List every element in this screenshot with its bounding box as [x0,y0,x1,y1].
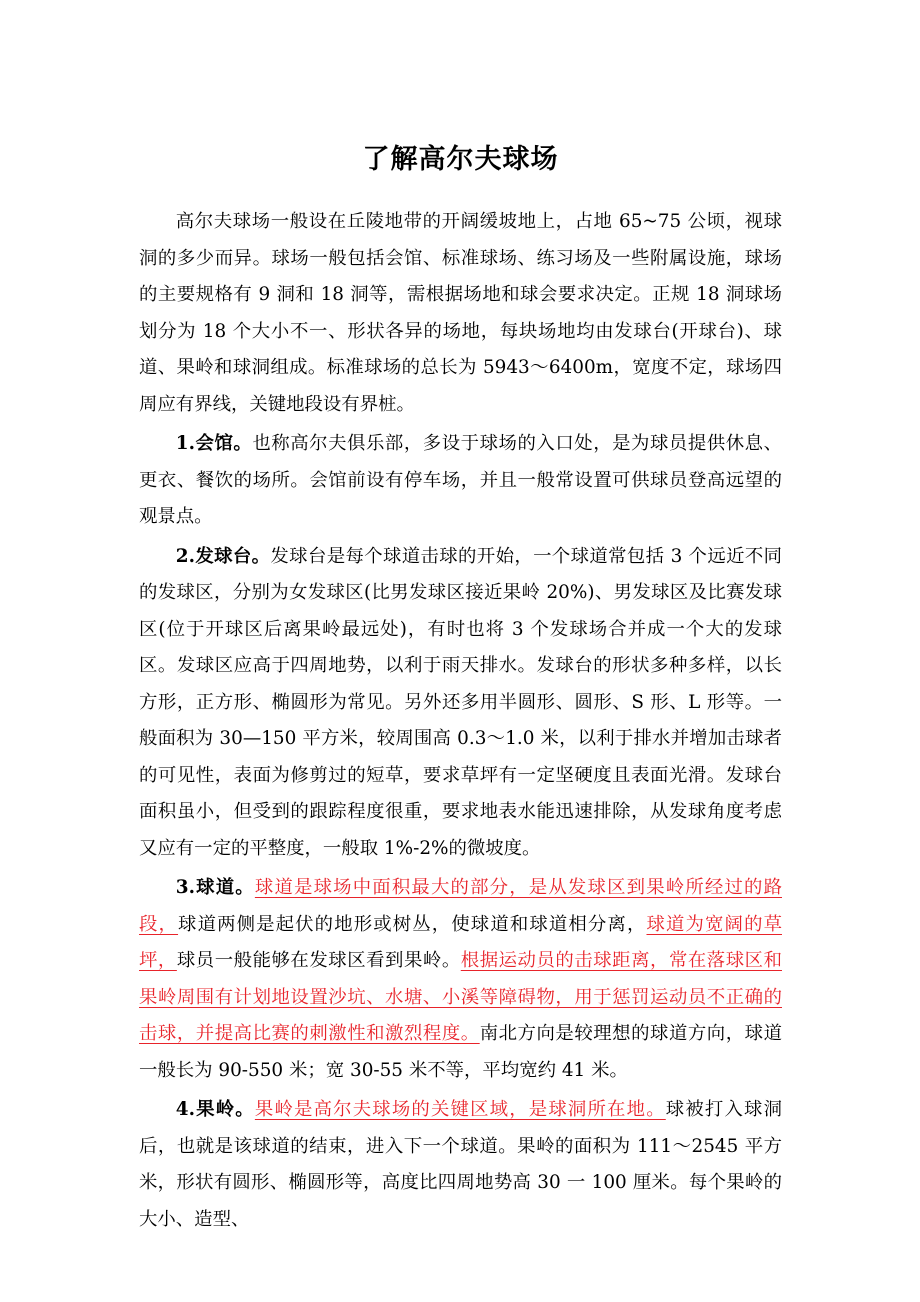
fairway-highlight-3: 根据运动员的击球距离，常在落球区和果岭周围有计划地设置沙坑、水塘、小溪等障碍物，用于惩罚运动员不正确的击球，并提高比赛的刺激性和激烈程度。 [139,950,782,1044]
fairway-highlight-1: 球道是球场中面积最大的部分，是从发球区到果岭所经过的路段， [139,877,782,935]
fairway-text-3: 南北方向是较理想的球道方向，球道一般长为 90-550 米；宽 30-55 米不等，平均宽约 41 米。 [139,1023,782,1081]
page-title: 了解高尔夫球场 [362,144,559,175]
green-paragraph [139,1092,782,1238]
document-body [139,204,782,1241]
tee-text: 发球台是每个球道击球的开始，一个球道常包括 3 个远近不同的发球区，分别为女发球区(比男发球区接近果岭 20%)、男发球区及比赛发球区(位于开球区后离果岭最远处)，有时也将 3 个发球场合并成一个大的发球区。发球区应高于四周地势，以利于雨天排水。发球台的形状多种多样，以长方形，正方形、椭圆形为常见。另外还多用半圆形、圆形、S 形、L 形等。一般面积为 30—150 平方米，较周围高 0.3～1.0 米，以利于排水并增加击球者的可见性，表面为修剪过的短草，要求草坪有一定坚硬度且表面光滑。发球台面积虽小，但受到的跟踪程度很重，要求地表水能迅速排除，从发球角度考虑又应有一定的平整度，一般取 1%-2%的微坡度。 [139,545,782,859]
green-label: 4.果岭。 [175,1099,255,1120]
fairway-label: 3.球道。 [175,877,255,898]
green-text-1: 球被打入球洞后，也就是该球道的结束，进入下一个球道。果岭的面积为 111～2545 平方米，形状有圆形、椭圆形等，高度比四周地势高 30 一 100 厘米。每个果岭的大小、造型、 [139,1099,782,1230]
fairway-text-1: 球道两侧是起伏的地形或树丛，使球道和球道相分离， [178,913,647,935]
fairway-text-2: 球员一般能够在发球区看到果岭。 [176,950,461,971]
fairway-highlight-2: 球道为宽阔的草坪， [139,913,782,971]
tee-paragraph [139,539,782,868]
green-highlight-1: 果岭是高尔夫球场的关键区域，是球洞所在地。 [254,1099,666,1120]
intro-paragraph: 高尔夫球场一般设在丘陵地带的开阔缓坡地上，占地 65~75 公顷，视球洞的多少而异。球场一般包括会馆、标准球场、练习场及一些附属设施，球场的主要规格有 9 洞和 18 洞等，需根据场地和球会要求决定。正规 18 洞球场划分为 18 个大小不一、形状各异的场地，每块场地均由发球台(开球台)、球道、果岭和球洞组成。标准球场的总长为 5943～6400m，宽度不定，球场四周应有界线，关键地段设有界桩。 [139,211,782,415]
clubhouse-label: 1.会馆。 [175,433,253,454]
tee-label: 2.发球台。 [175,545,271,567]
fairway-paragraph [139,870,782,1089]
clubhouse-text: 也称高尔夫俱乐部，多设于球场的入口处，是为球员提供休息、更衣、餐饮的场所。会馆前设有停车场，并且一般常设置可供球员登高远望的观景点。 [139,433,782,527]
clubhouse-paragraph [139,426,782,536]
